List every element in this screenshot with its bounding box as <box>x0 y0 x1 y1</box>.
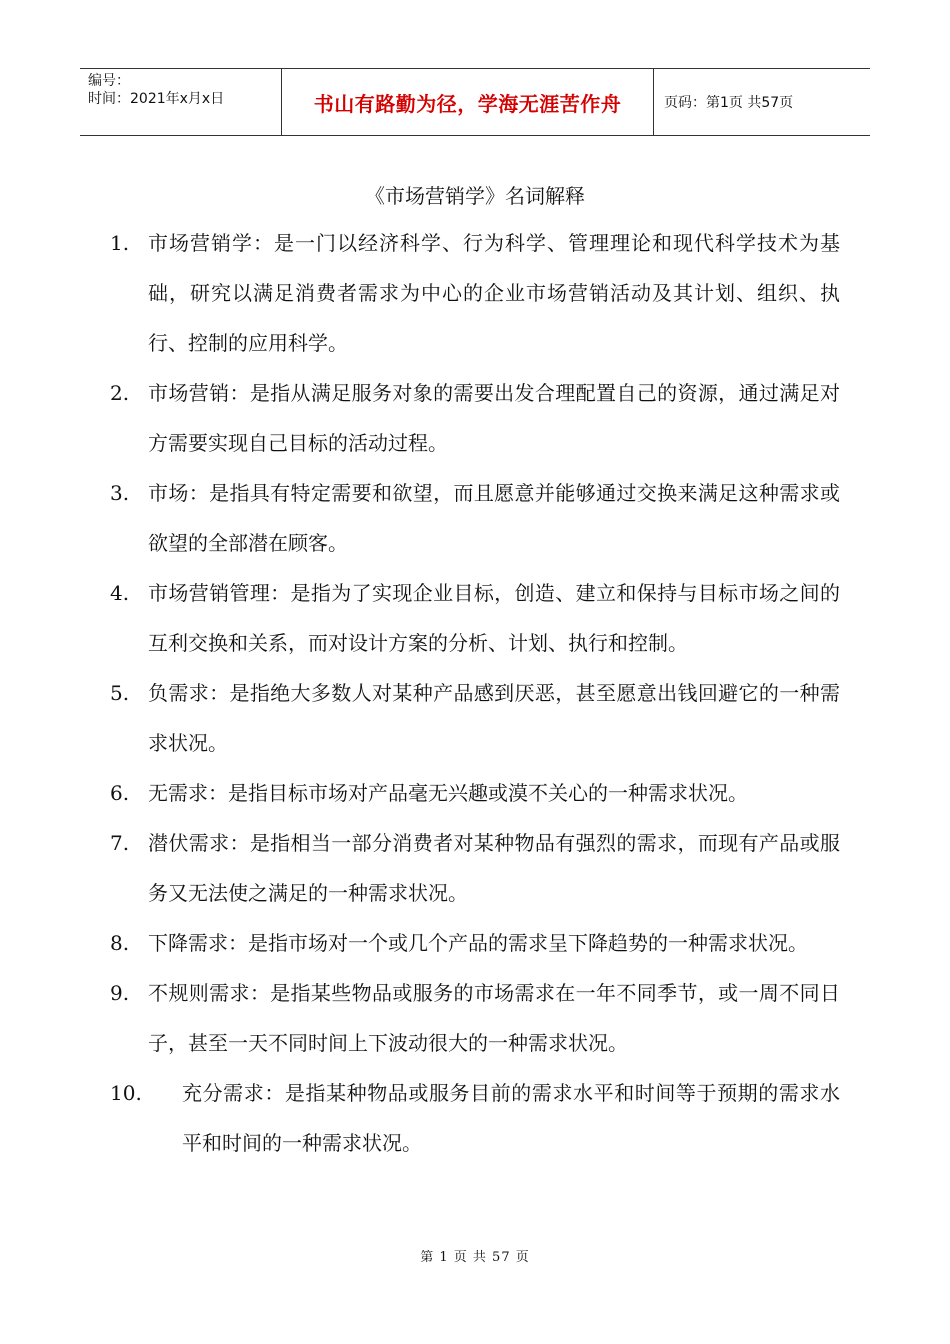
header-page-info: 页码：第1页 共57页 <box>664 95 794 111</box>
date-line: 时间：2021年x月x日 <box>88 91 225 107</box>
document-title: 《市场营销学》名词解释 <box>365 184 585 208</box>
page-header <box>80 68 870 136</box>
list-item <box>110 818 840 918</box>
header-meta <box>80 69 282 135</box>
list-item <box>110 568 840 668</box>
list-item <box>110 218 840 368</box>
list-item <box>110 918 840 968</box>
item-number: 1. <box>110 231 130 255</box>
item-number: 9. <box>110 981 130 1005</box>
item-text: 充分需求：是指某种物品或服务目前的需求水平和时间等于预期的需求水平和时间的一种需求状况。 <box>182 1081 840 1155</box>
item-number: 8. <box>110 931 130 955</box>
list-item <box>110 1068 840 1168</box>
definition-list <box>110 218 840 1168</box>
item-text: 市场营销学：是一门以经济科学、行为科学、管理理论和现代科学技术为基础，研究以满足消费者需求为中心的企业市场营销活动及其计划、组织、执行、控制的应用科学。 <box>148 231 840 355</box>
item-text: 市场营销管理：是指为了实现企业目标，创造、建立和保持与目标市场之间的互利交换和关系，而对设计方案的分析、计划、执行和控制。 <box>148 581 840 655</box>
item-text: 下降需求：是指市场对一个或几个产品的需求呈下降趋势的一种需求状况。 <box>148 931 808 955</box>
list-item <box>110 968 840 1068</box>
item-number: 7. <box>110 831 130 855</box>
page-footer: 第 1 页 共 57 页 <box>420 1250 530 1265</box>
item-text: 无需求：是指目标市场对产品毫无兴趣或漠不关心的一种需求状况。 <box>148 781 748 805</box>
list-item <box>110 368 840 468</box>
item-number: 4. <box>110 581 130 605</box>
item-text: 潜伏需求：是指相当一部分消费者对某种物品有强烈的需求，而现有产品或服务又无法使之满足的一种需求状况。 <box>148 831 840 905</box>
list-item <box>110 668 840 768</box>
item-number: 6. <box>110 781 130 805</box>
item-text: 市场营销：是指从满足服务对象的需要出发合理配置自己的资源，通过满足对方需要实现自己目标的活动过程。 <box>148 381 840 455</box>
item-text: 不规则需求：是指某些物品或服务的市场需求在一年不同季节，或一周不同日子，甚至一天不同时间上下波动很大的一种需求状况。 <box>148 981 840 1055</box>
header-motto: 书山有路勤为径，学海无涯苦作舟 <box>282 69 654 135</box>
serial-label: 编号： <box>88 73 130 89</box>
item-number: 5. <box>110 681 130 705</box>
item-number: 2. <box>110 381 130 405</box>
item-text: 负需求：是指绝大多数人对某种产品感到厌恶，甚至愿意出钱回避它的一种需求状况。 <box>148 681 840 755</box>
item-number: 3. <box>110 481 130 505</box>
item-text: 市场：是指具有特定需要和欲望，而且愿意并能够通过交换来满足这种需求或欲望的全部潜在顾客。 <box>148 481 840 555</box>
list-item <box>110 768 840 818</box>
item-number: 10. <box>110 1081 142 1105</box>
list-item <box>110 468 840 568</box>
